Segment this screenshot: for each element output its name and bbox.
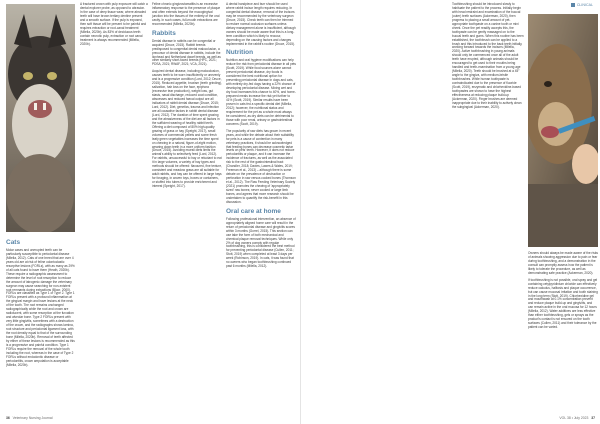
cats-paragraph-1: Molar cases and unerupted teeth can be particularly susceptible to periodontal disease (Milella, 2012). Cats of one breed that are over 4 years old are at risk of feline odontoclastic resorptive lesions (FORLs), with as many as 29% of all cats found to have them (Heath, 2020b). These require a radiographic assessment to determine the level of root resorption to reduce the amount of iatrogenic damage the veterinary surgeon may cause searching for non-existent root remnants during extractions (Bloor, 2000). FORLs are classified as Type 1 or Type 2. Type 1 FORLs present with a profound inflammation at the gingival margin and have lesions at the neck of the tooth. The root remains unchanged radiographically while the root and crown are radiolucent, with some resorption at the furcation and alveolar bone. Type 2 FORLs present with very little gingivitis, sometimes with a destruction of the crown, and the radiographs shows lamina, root structure and periodontal ligament loss, with the root density equal to that of the surrounding bone (Milella, 2020b). Removal of teeth affected by either of these lesions is recommended as this is a progressive and painful condition. Type 1 FORLs require the removal of the whole tooth including the root, whereas in the case of Type 2 FORLs without endodontic disease or periodontitis, crown amputation is acceptable (Milella, 2020b). xyxy=(6,248,75,367)
right-page xyxy=(300,0,600,424)
column-3 xyxy=(226,3,296,272)
right-issue: VOL 38 • July 2023 xyxy=(559,416,589,420)
col2-paragraph-1: Feline chronic gingivostomatitis is an excessive inflammatory response to the presence of plaque and often extends beyond the mucogingival junction into the tissues of the entirety of the oral cavity. In such cases, full-mouth extractions are recommended (Milella, 2020b). xyxy=(152,2,221,26)
cats-column xyxy=(6,236,76,371)
left-page-number: 36 xyxy=(6,416,10,420)
right-footer xyxy=(559,416,595,420)
left-journal-name: Veterinary Nursing Journal xyxy=(12,416,53,420)
column-2 xyxy=(152,3,222,192)
column-4 xyxy=(452,3,524,113)
left-footer xyxy=(6,416,53,420)
right-page-number: 37 xyxy=(591,416,595,420)
oral-care-paragraph-1: Following professional intervention, an absence of appropriately aligned home care will result in the return of periodontal disease and gingivitis scores within 3 months (Gorrel, 2015). This section can use take the form of both mechanical and chemical plaque removal techniques. While only 2% of dog owners comply with regular toothbrushing, this is considered the best method for preventing periodontal disease (Cullen, 2011; Stott, 2019) when completed at least 3 days per week (Robinson, 2019). In cats, it was found that no owners who began toothbrushing continued past 6 months (Milella, 2012). xyxy=(226,216,296,269)
rabbits-paragraph-2: Acquired dental disease, including malocclusion, causes teeth to be worn insufficiently or unevenly and is a progressive condition (Lord, 2012; Druce, 2015). Reduced appetite, bruxism (teeth grinding), salivation, hair loss on the face, epiphora (excessive tear production), weight loss, gut stasis, nasal discharge, reduced coat condition, abscesses and reduced faecal output are all indicators of rabbit dental disease (Druce, 2015; Lord, 2012). Diet, genetics, trauma and infection are all causative factors in rabbit dental disease (Lord, 2012). The duration of time spent grazing and the abrasiveness of the diet are all factors in the sufficient wearing of healthy rabbit teeth. Offering a diet composed of 80% high-quality grazing of grass or hay (Speight, 2017), small volumes of commercial pellets and some fresh leafy green vegetables increases the time spent on chewing in a natural, figure-of-eight motion, wearing down teeth in a more uniform fashion (Druce, 2015). Avoiding muesli diets limits the animal's ability to selectively feed (Lord, 2012). For rabbits, unsuccessful to hay or reluctant to eat it in large volumes, a variety of hay types and methods should be offered: flavoured, fine texture, consistent and meadow grass are all suitable for adult rabbits, and hay can be offered in large hays for foraging, in woven toys, boxes or containers, or stuffed into tubes to provide enrichment and interest (Speight, 2017). xyxy=(152,69,223,189)
col4-paragraph-1: Toothbrushing should be introduced slowly to habituate the patient to the process. Initially begin with head restraint and examination of the buccal (outer) teeth surfaces (Ackerman, 2020), then progress to placing a small amount of pet-appropriate toothpaste on a canine tooth or mini cheek. Once the pet readily accepts this, the toothpaste can be gently massaged on to the buccal teeth and gums. When this routine has been established, the toothbrush can be applied to a brush and this introduced to the back teeth initially, working forward towards the incisors (Milella, 2020). Active toothbrushing in young animals should only be commenced once all of the adult teeth have erupted, although animals should be encouraged to get used to their mouths being handled and teeth-examination from a young age (Milella, 2020). Teeth should be brushed at a 45° angle to the gingiva, with medium-bristle toothbrushes. While human toothpaste is contraindicated due to the presence of fluoride (Scott, 2019), enzymatic and chlorhexidine-based toothpastes are shown to have the highest effectiveness at reducing plaque build-up (Ackerman, 2020). Finger brushes are deemed inappropriate due to their inability to actively clean the subgingival (Ackerman, 2020). xyxy=(452,2,524,109)
col4-paragraph-2: Owners should always be made aware of the risks of animals showing aggression due to pain or fear during toothbrushing, and a demonstration in the consult can promptly assess how the patient is likely to tolerate the procedure, as well as demonstrating safe practice (Ackerman, 2020). xyxy=(528,251,598,275)
column-5 xyxy=(528,252,598,333)
nutrition-paragraph-2: The popularity of raw diets has grown in recent years, and while the debate about their suitability for pets is a cause of contention in many veterinary practices, it should be acknowledged that feeding bones can decrease cosmetic tartar levels on pets' teeth. However, it does not reduce periodontitis or plaque, and it can increase the incidence of fractures, as well as the associated risk to the rest of the gastrointestinal tract (Chandler, 2018; Davies, Lawes & Wales, 2019; Freeman et al., 2013) – although there is some debate on the prevalence of obstruction or perforation in raw versus cooked bones (Thomson et al., 2012). The Raw Feeding Veterinary Society (2021) promotes the chewing of 'appropriately sized' raw bones; never cooked or large limb bones, and agrees that more research should be undertaken to quantify the risk-benefit in this discussion. xyxy=(226,128,296,204)
col4-paragraph-3: If toothbrushing is not possible, oral spray and gel containing cetylpyridinium chloride can effectively reduce calculus, halitosis and plaque occurrence, but can cause mucosal irritation and tooth staining in the long term (Stott, 2019). Chlorhexidine gel and mouthwash at 0.1% concentration prevent and reduce plaque build-up and gingivitis, and can remain active in the oral mucosa for 12 hours (Milella, 2012). Water additives are less effective than either toothbrushing, gels or sprays as the product's contact is not ensured on the tooth surfaces (Cullen, 2011) and their tolerance by the patient can be varied. xyxy=(528,277,598,330)
cats-heading: Cats xyxy=(6,239,21,246)
col1-intro: A fractured crown with pulp exposure will catch a dental explorer probe, as opposed to abrasion. In the case of deep tissue wear, where abraded teeth will have brown tertiary dentine present and a smooth surface. If the pulp is exposed, then soft tissue will be present to be painful and requires extraction or root-canal treatment (Milella, 2020b). As 83% of deciduous teeth contain necrotic pulp, extraction or root canal treatment is always recommended (Milella, 2020b). xyxy=(80,2,148,46)
rabbits-paragraph-1: Dental disease in rabbits can be congenital or acquired (Druce, 2015). Rabbit breeds predisposed to congenital dental malocclusion, a precursor of dental disease in rabbits, include the lionhead and Netherland dwarf breeds, as well as other similarly short-faced breeds (HPC, 2021; PDSA, 2021; RWAF, 2021; VCA, 2021). xyxy=(152,38,221,67)
section-square-icon xyxy=(571,3,575,7)
nutrition-paragraph-1: Nutrition and oral hygiene modifications can help reduce the risk from periodontal disease in all pets (Scott, 2019). While food sources alone cannot prevent periodontal disease, dry foods is considered the best nutritional option for preventing periodontal disease in dogs and cats, with entirely dry-fed dogs having a 22% chance of developing periodontal disease. Mixing wet and dry food increases this chance to 40%, and home-prepared meals increase the risk yet further to 41% (Scott, 2019). Similar results have been proven in cats fed a specific dental diet (Milella, 2012); however, the nutritional status and requirement for the pet as a whole must always be considered, as dry diets can be detrimental to those with poor renal, urinary or gastrointestinal concerns (Scott, 2019). xyxy=(226,58,297,126)
rabbits-heading: Rabbits xyxy=(152,29,176,37)
cat-photo xyxy=(6,4,75,232)
dog-toothbrush-photo xyxy=(528,14,598,247)
cat-photo-image xyxy=(6,4,75,232)
col3-paragraph-1: A dental handpiece and burr should be used where rabbit incisor length requires reducing. In congenital dental disease, removal of the incisors may be recommended by the veterinary surgeon (Druce, 2015). Check teeth can then be trimmed to restore normal occlusion surfaces unless dietary management alone is insufficient, although owners should be made aware that this is a long-term condition which is likely to reoccur, depending on the causing factors and changes implemented in the rabbit's routine (Druce, 2015). xyxy=(226,2,296,46)
nutrition-heading: Nutrition xyxy=(226,49,254,57)
column-1b xyxy=(80,3,148,49)
dog-photo-image xyxy=(528,14,598,247)
oral-care-heading: Oral care at home xyxy=(226,207,281,215)
section-label-text: CLINICAL xyxy=(576,3,593,7)
section-label xyxy=(571,3,593,7)
